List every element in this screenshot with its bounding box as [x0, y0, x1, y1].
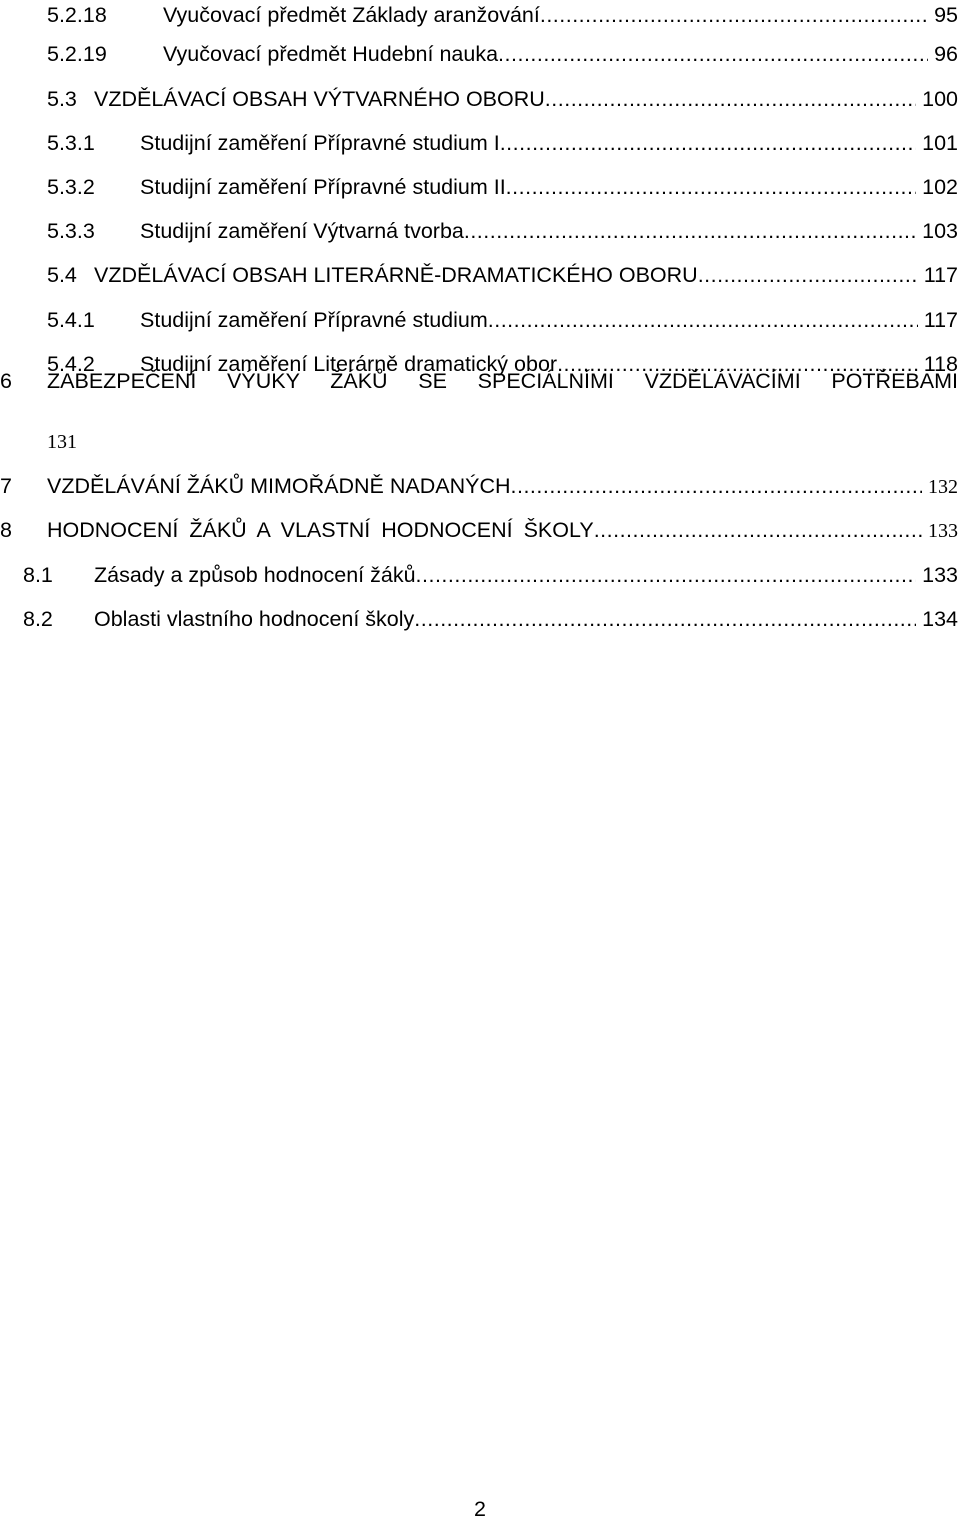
toc-entry-page: 131	[47, 431, 77, 453]
toc-entry-number: 6	[0, 369, 12, 393]
toc-entry[interactable]	[0, 515, 958, 545]
toc-entry-number: 5.3.1	[47, 131, 95, 155]
toc-entry-page: 95	[934, 3, 958, 27]
toc-entry-title: VZDĚLÁVÁNÍ ŽÁKŮ MIMOŘÁDNĚ NADANÝCH	[47, 474, 511, 498]
dot-leader	[506, 172, 916, 202]
dot-leader	[698, 260, 918, 290]
toc-entry[interactable]	[0, 0, 958, 30]
dot-leader	[414, 604, 916, 634]
dot-leader	[545, 84, 916, 114]
toc-entry-page: 117	[923, 263, 958, 287]
toc-entry-page: 132	[928, 476, 958, 498]
dot-leader	[498, 39, 928, 69]
toc-entry-number: 5.3	[47, 87, 77, 111]
toc-entry-title: Oblasti vlastního hodnocení školy	[94, 607, 415, 631]
toc-entry-title: VZDĚLÁVACÍ OBSAH VÝTVARNÉHO OBORU	[94, 87, 545, 111]
toc-entry-number: 5.4.2	[47, 352, 95, 376]
dot-leader	[464, 216, 916, 246]
toc-entry-number: 5.2.18	[47, 3, 107, 27]
toc-entry-page: 133	[928, 520, 958, 542]
toc-entry-page: 102	[922, 175, 958, 199]
toc-entry-title: Studijní zaměření Výtvarná tvorba	[140, 219, 464, 243]
dot-leader	[594, 515, 922, 545]
toc-entry-number: 5.3.3	[47, 219, 95, 243]
toc-entry-page: 118	[923, 352, 958, 376]
toc-entry-title: ZABEZPEČENÍ VÝUKY ŽÁKŮ SE SPECIÁLNÍMI VZDĚLÁVACÍMI POTŘEBAMI	[47, 369, 958, 393]
toc-entry-number: 8.2	[23, 607, 53, 631]
toc-entry-page: 117	[923, 308, 958, 332]
toc-entry-number: 8.1	[23, 563, 53, 587]
toc-entry-page: 103	[922, 219, 958, 243]
dot-leader	[511, 471, 922, 501]
toc-entry-title: Vyučovací předmět Hudební nauka	[163, 42, 499, 66]
toc-entry[interactable]	[0, 560, 958, 590]
toc-entry[interactable]	[0, 366, 958, 456]
toc-entry-page: 134	[922, 607, 958, 631]
toc-entry-page: 96	[934, 42, 958, 66]
toc-entry-number: 8	[0, 518, 12, 542]
page-number: 2	[474, 1497, 486, 1521]
toc-entry[interactable]	[0, 604, 958, 634]
toc-entry[interactable]	[0, 216, 958, 246]
toc-entry[interactable]	[0, 84, 958, 114]
toc-entry-title: Studijní zaměření Přípravné studium II	[140, 175, 506, 199]
toc-entry-page: 100	[922, 87, 958, 111]
toc-entry-page: 133	[922, 563, 958, 587]
toc-entry[interactable]	[0, 260, 958, 290]
toc-entry[interactable]	[0, 471, 958, 501]
toc-entry-title: VZDĚLÁVACÍ OBSAH LITERÁRNĚ-DRAMATICKÉHO OBORU	[94, 263, 698, 287]
toc-entry-page: 101	[922, 131, 958, 155]
toc-entry-title: Studijní zaměření Přípravné studium	[140, 308, 488, 332]
toc-entry-title: HODNOCENÍ ŽÁKŮ A VLASTNÍ HODNOCENÍ ŠKOLY	[47, 518, 594, 542]
toc-entry-title: Studijní zaměření Literárně dramatický obor	[140, 352, 558, 376]
toc-entry-title: Vyučovací předmět Základy aranžování	[163, 3, 540, 27]
toc-entry[interactable]	[0, 172, 958, 202]
toc-entry-number: 5.3.2	[47, 175, 95, 199]
toc-entry-number: 5.4	[47, 263, 77, 287]
toc-entry-title: Zásady a způsob hodnocení žáků	[94, 563, 416, 587]
toc-entry[interactable]	[0, 305, 958, 335]
toc-entry[interactable]	[0, 39, 958, 69]
toc-entry-number: 5.2.19	[47, 42, 107, 66]
toc-entry-number: 7	[0, 474, 12, 498]
dot-leader	[488, 305, 918, 335]
toc-entry[interactable]	[0, 128, 958, 158]
dot-leader	[540, 0, 928, 30]
dot-leader	[500, 128, 916, 158]
toc-entry-title: Studijní zaměření Přípravné studium I	[140, 131, 500, 155]
dot-leader	[416, 560, 917, 590]
toc-entry-number: 5.4.1	[47, 308, 95, 332]
